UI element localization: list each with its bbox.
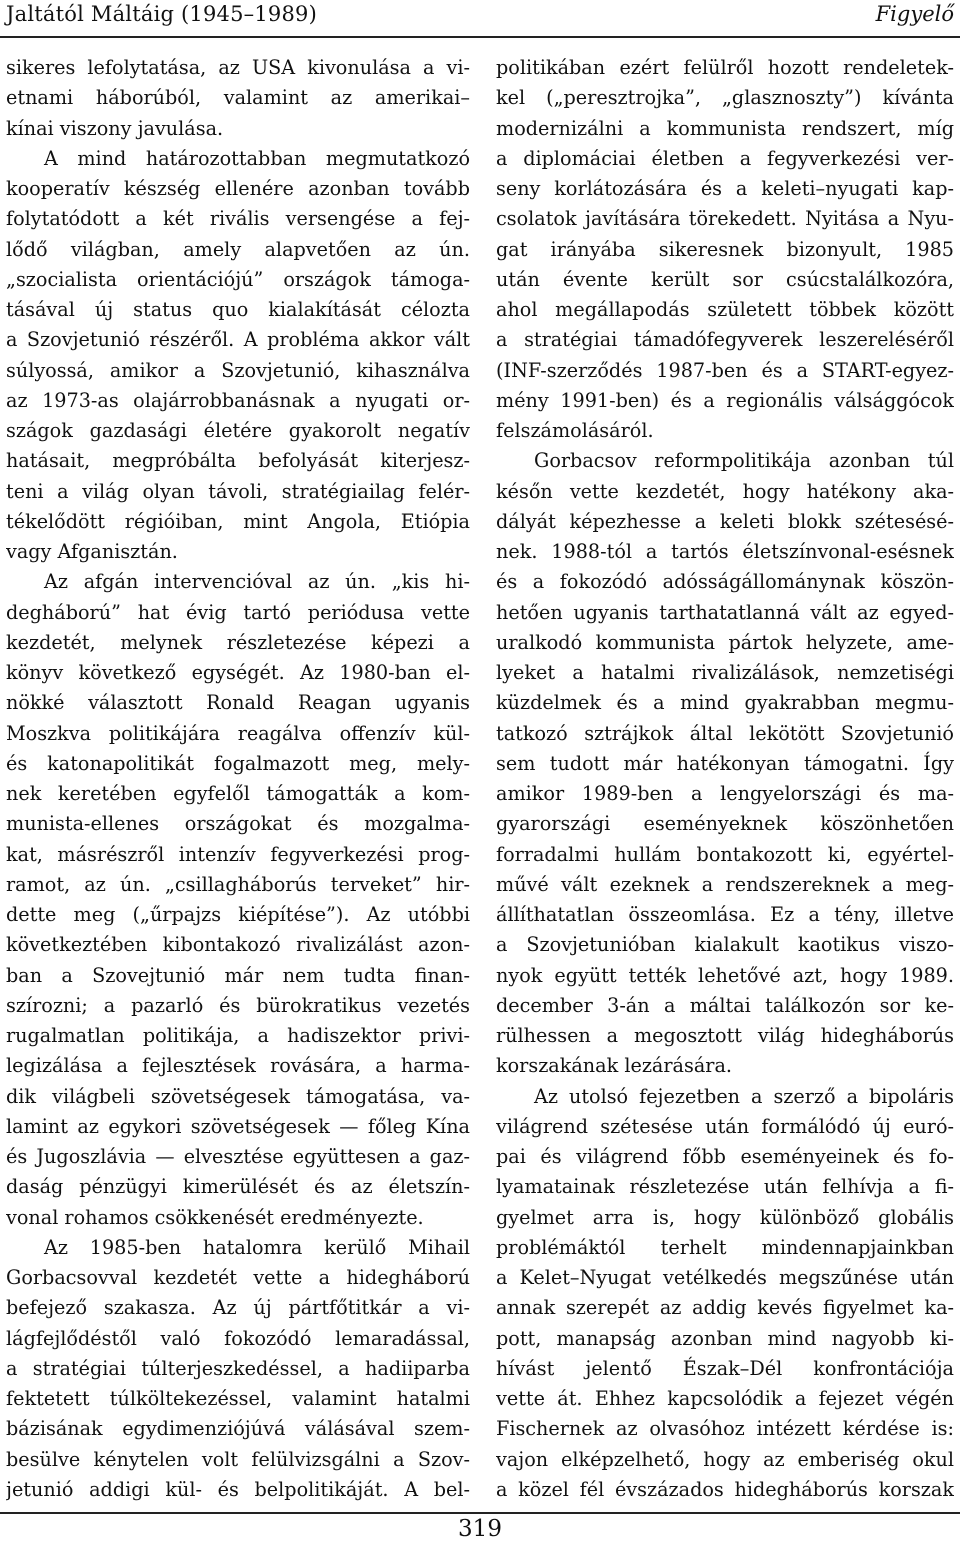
text-line: súlyossá, amikor a Szovjetunió, kihasználva <box>6 358 470 382</box>
text-line: világrend szétesése után formálódó új euró- <box>496 1114 954 1138</box>
text-line: ahol megállapodás született többek között <box>496 298 954 321</box>
text-line: a stratégiai túlterjeszkedéssel, a hadiiparba <box>6 1356 470 1380</box>
text-line: lágfejlődéstől való fokozódó lemaradással, <box>6 1326 470 1350</box>
text-line: Gorbacsov reformpolitikája azonban túl <box>534 449 954 473</box>
text-line: pott, manapság azonban mind nagyobb ki- <box>496 1326 954 1350</box>
text-line: befejező szakasza. Az új pártfőtitkár a vi- <box>6 1296 470 1320</box>
text-line: Fischernek az olvasóhoz intézett kérdése is: <box>496 1417 954 1441</box>
text-line: szágok gazdasági életére gyakorolt negatív <box>6 419 470 442</box>
text-line: Az 1985-ben hatalomra kerülő Mihail <box>44 1235 470 1259</box>
text-line: Az afgán intervencióval az ún. „kis hi- <box>44 570 470 594</box>
text-line: Az utolsó fejezetben a szerző a bipoláris <box>534 1084 954 1108</box>
text-line: kezdetét, melynek részletezése képezi a <box>6 630 470 654</box>
text-line: a Szovjetunióban kialakult kaotikus viszo- <box>496 933 954 957</box>
text-line: fektetett túlköltekezéssel, valamint hatalmi <box>6 1387 470 1410</box>
text-line: problémáktól terhelt mindennapjainkban <box>496 1235 954 1259</box>
text-line: tásával új status quo kialakítását célozta <box>6 298 470 321</box>
text-line: lődő világban, amely alapvetően az ún. <box>6 237 470 261</box>
text-line: annak szerepét az addig kevés figyelmet ka- <box>496 1296 954 1320</box>
text-line: lyamatainak részletezése után felhívja a fi- <box>496 1175 954 1199</box>
text-line: későn vette kezdetét, hogy hatékony aka- <box>496 479 954 503</box>
text-line: legizálása a fejlesztések rovására, a harma- <box>6 1054 470 1078</box>
text-line: és a fokozódó adósságállománynak köszön- <box>496 570 954 594</box>
text-line: kooperatív készség ellenére azonban tovább <box>6 177 470 200</box>
text-line: bázisának egydimenziójúvá válásával szem- <box>6 1417 470 1441</box>
text-line: csolatok javítására törekedett. Nyitása a Nyu- <box>496 207 954 231</box>
text-line: nek keretében egyfelől támogatták a kom- <box>6 782 470 805</box>
text-line: modernizálni a kommunista rendszert, míg <box>496 116 954 140</box>
section-title: Figyelő <box>875 2 954 26</box>
text-line: A mind határozottabban megmutatkozó <box>44 146 470 170</box>
text-line: rülhessen a megosztott világ hidegháborús <box>496 1024 954 1047</box>
text-line: dette meg („űrpajzs kiépítése”). Az utóbbi <box>6 903 470 926</box>
page-number: 319 <box>458 1516 502 1542</box>
text-line: kel („peresztrojka”, „glasznoszty”) kívánta <box>496 86 954 110</box>
text-column-right <box>496 53 954 1505</box>
text-line: a diplomáciai életben a fegyverkezési ver- <box>496 146 954 170</box>
text-line: a Szovjetunió részéről. A probléma akkor vált <box>6 328 470 352</box>
text-line: következtében kibontakozó rivalizálást azon- <box>6 933 470 957</box>
text-line: szírozni; a pazarló és bürokratikus vezetés <box>6 993 470 1017</box>
text-line: ramot, az ún. „csillagháborús terveket” hir- <box>6 872 470 896</box>
text-line: művé vált ezeknek a rendszereknek a meg- <box>496 872 954 896</box>
running-header <box>0 0 960 38</box>
text-line: dályát képezhesse a keleti blokk szétesésé- <box>496 509 954 533</box>
text-line: a Kelet–Nyugat vetélkedés megszűnése után <box>496 1266 954 1289</box>
text-line: hatásait, megpróbálta befolyását kiterjesz- <box>6 449 470 473</box>
text-line: dik világbeli szövetségesek támogatása, va- <box>6 1084 470 1108</box>
text-line: gyarországi eseményeknek köszönhetően <box>496 812 954 836</box>
text-line: korszakának lezárására. <box>496 1054 732 1078</box>
text-line: daság pénzügyi kimerülését és az életszín- <box>6 1175 470 1199</box>
text-line: és Jugoszlávia — elvesztése együttesen a gaz- <box>6 1145 470 1168</box>
text-line: uralkodó kommunista pártok helyzete, ame- <box>496 630 954 654</box>
text-line: vonal rohamos csökkenését eredményezte. <box>6 1205 424 1229</box>
text-line: és katonapolitikát fogalmazott meg, mely- <box>6 751 470 775</box>
text-line: vajon elképzelhető, hogy az emberiség okul <box>496 1447 954 1471</box>
text-line: (INF-szerződés 1987-ben és a START-egyez- <box>496 358 954 382</box>
text-line: kat, másrészről intenzív fegyverkezési prog- <box>6 842 470 866</box>
text-line: lamint az egykori szövetségesek — főleg Kína <box>6 1114 470 1138</box>
text-line: vagy Afganisztán. <box>6 540 178 563</box>
text-column-left <box>6 53 470 1505</box>
text-line: küzdelmek és a mind gyakrabban megmu- <box>496 691 954 715</box>
text-line: sem tudott már hatékonyan támogatni. Így <box>496 751 954 775</box>
text-line: rugalmatlan politikája, a hadiszektor privi- <box>6 1024 470 1047</box>
text-line: az 1973-as olajárrobbanásnak a nyugati or- <box>6 388 470 412</box>
text-line: hívást jelentő Észak–Dél konfrontációja <box>496 1356 954 1380</box>
footer-rule <box>0 1512 960 1514</box>
text-line: sikeres lefolytatása, az USA kivonulása a vi- <box>6 56 470 79</box>
text-line: folytatódott a két rivális versengése a fej- <box>6 207 470 231</box>
text-line: forradalmi hullám bontakozott ki, egyértel- <box>496 842 954 866</box>
text-line: gat irányába sikeresnek bizonyult, 1985 <box>496 237 954 261</box>
text-line: december 3-án a máltai találkozón sor ke- <box>496 993 954 1017</box>
text-line: besülve kénytelen volt felülvizsgálni a Szov- <box>6 1447 470 1471</box>
text-line: degháború” hat évig tartó periódusa vette <box>6 600 470 624</box>
running-title: Jaltától Máltáig (1945–1989) <box>6 2 317 26</box>
text-line: nyok együtt tették lehetővé azt, hogy 1989. <box>496 963 954 987</box>
text-line: pai és világrend főbb eseményeinek és fo- <box>496 1145 954 1168</box>
text-line: vette át. Ehhez kapcsolódik a fejezet végén <box>496 1387 954 1410</box>
text-line: után évente került sor csúcstalálkozóra, <box>496 267 954 291</box>
text-line: munista-ellenes országokat és mozgalma- <box>6 812 470 836</box>
text-line: állíthatatlan összeomlása. Ez a tény, illetve <box>496 903 954 926</box>
text-line: seny korlátozására és a keleti–nyugati kap- <box>496 177 954 200</box>
text-line: a stratégiai támadófegyverek leszereléséről <box>496 328 954 352</box>
text-line: gyelmet arra is, hogy különböző globális <box>496 1205 954 1229</box>
text-line: ban a Szovejtunió már nem tudta finan- <box>6 963 470 987</box>
text-line: jetunió addigi kül- és belpolitikáját. A bel- <box>6 1477 470 1501</box>
text-line: tatkozó sztrájkok által lekötött Szovjetunió <box>496 721 954 745</box>
text-line: Moszkva politikájára reagálva offenzív kül- <box>6 721 470 745</box>
text-line: a közel fél évszázados hidegháborús korszak <box>496 1477 954 1501</box>
text-line: nek. 1988-tól a tartós életszínvonal-esésnek <box>496 540 954 563</box>
text-line: etnami háborúból, valamint az amerikai– <box>6 86 470 110</box>
text-line: felszámolásáról. <box>496 419 654 442</box>
text-line: teni a világ olyan távoli, stratégiailag felér- <box>6 479 470 503</box>
text-line: lyeket a hatalmi rivalizálások, nemzetiségi <box>496 661 954 684</box>
text-line: nökké választott Ronald Reagan ugyanis <box>6 691 470 715</box>
text-line: „szocialista orientációjú” országok támoga- <box>6 267 470 291</box>
text-line: kínai viszony javulása. <box>6 116 224 140</box>
text-line: tékelődött régióiban, mint Angola, Etiópia <box>6 509 470 533</box>
text-line: könyv következő egységét. Az 1980-ban el- <box>6 661 470 684</box>
text-line: hetően ugyanis tarthatatlanná vált az egyed- <box>496 600 954 624</box>
text-line: mény 1991-ben) és a regionális válsággócok <box>496 388 954 412</box>
text-line: politikában ezért felülről hozott rendeletek- <box>496 56 954 79</box>
text-line: Gorbacsovval kezdetét vette a hidegháború <box>6 1266 470 1289</box>
text-line: amikor 1989-ben a lengyelországi és ma- <box>496 782 954 805</box>
